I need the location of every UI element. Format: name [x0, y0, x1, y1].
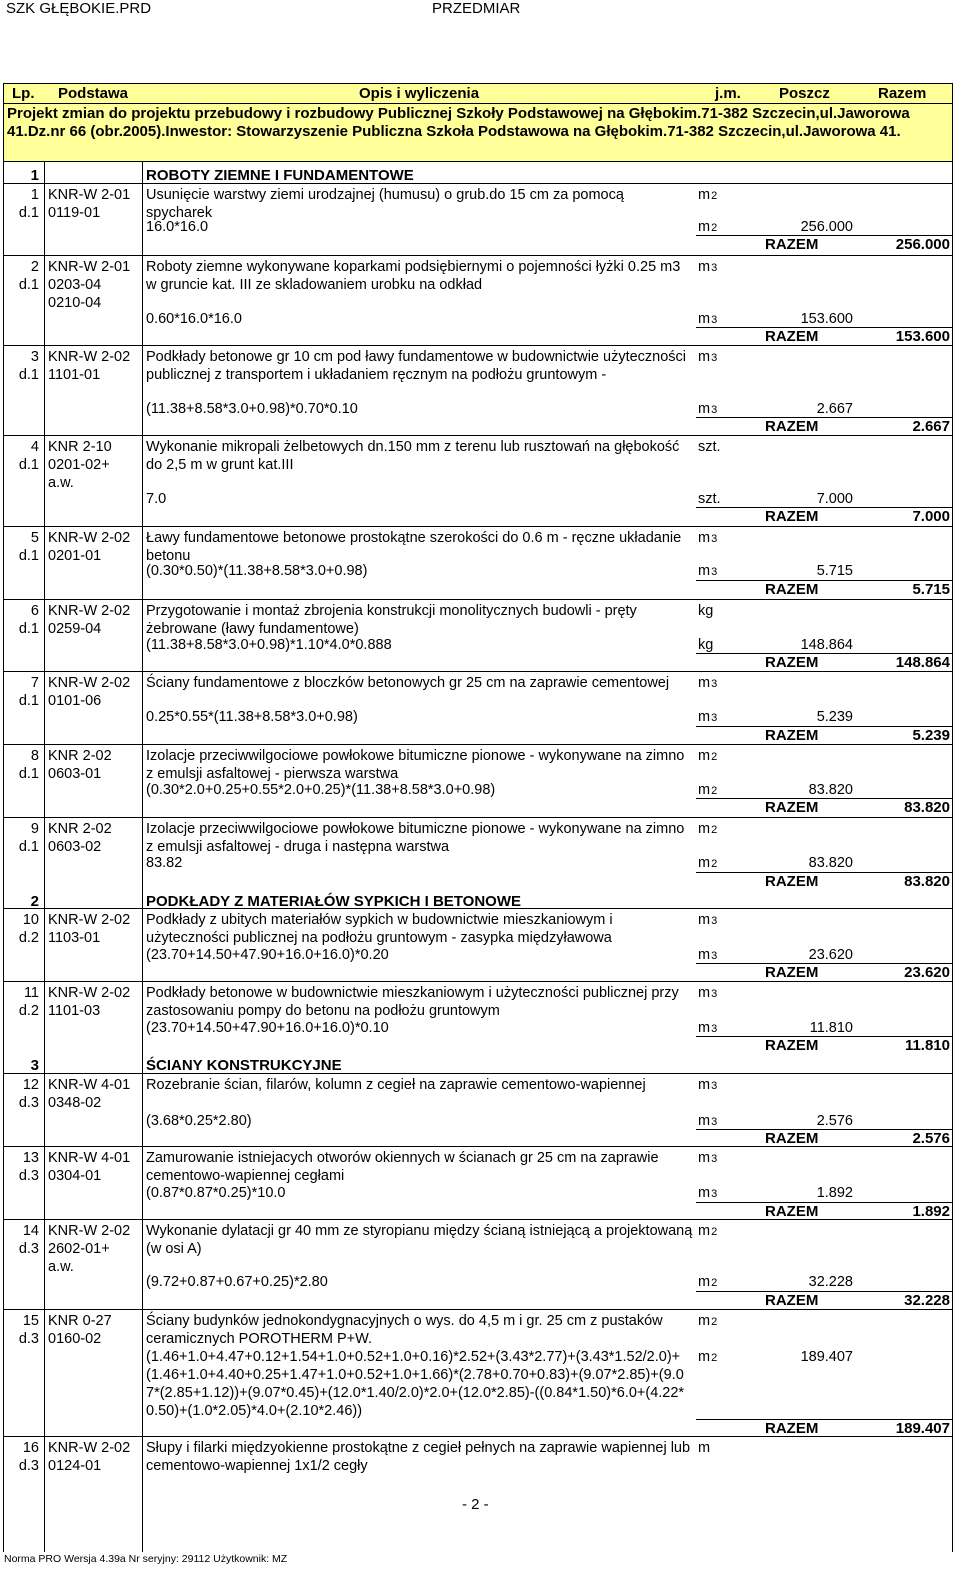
item-calculation: 0.25*0.55*(11.38+8.58*3.0+0.98)	[146, 709, 358, 725]
subtotal-value: 83.820	[904, 799, 950, 816]
item-number	[3, 984, 39, 1020]
item-unit	[698, 348, 717, 366]
section-title: ŚCIANY KONSTRUKCYJNE	[146, 1057, 342, 1074]
calculation-value: 189.407	[800, 1349, 853, 1365]
subtotal-value: 1.892	[912, 1203, 950, 1220]
basis-code-line: a.w.	[48, 475, 74, 491]
unit-text: m	[698, 1113, 711, 1129]
calculation-value: 148.864	[800, 637, 853, 653]
item-lp: 4	[30, 439, 39, 455]
unit-text: m	[698, 782, 711, 798]
subtotal-label: RAZEM	[765, 508, 819, 525]
unit-exponent: 3	[711, 404, 718, 416]
calculation-value: 7.000	[816, 491, 853, 507]
calculation-value: 23.620	[808, 947, 853, 963]
col-podstawa: Podstawa	[58, 85, 129, 102]
subtotal-value: 2.576	[912, 1130, 950, 1147]
calculation-value: 153.600	[800, 311, 853, 327]
unit-text: m	[698, 855, 711, 871]
item-section-ref: d.3	[18, 1458, 39, 1474]
item-calculation: (23.70+14.50+47.90+16.0+16.0)*0.10	[146, 1020, 389, 1036]
item-section-ref: d.2	[18, 930, 39, 946]
subtotal-value: 256.000	[895, 236, 950, 253]
basis-code-line: KNR-W 4-01	[48, 1150, 131, 1166]
unit-exponent: 3	[711, 712, 718, 724]
unit-exponent: 3	[711, 988, 718, 1000]
unit-text: m	[698, 1223, 711, 1239]
item-basis-code	[48, 1076, 143, 1112]
item-unit	[698, 747, 717, 765]
item-section-ref: d.3	[18, 1095, 39, 1111]
calculation-value: 2.576	[816, 1113, 853, 1129]
basis-code-line: 0603-01	[48, 766, 102, 782]
basis-code-line: 2602-01+	[48, 1241, 110, 1257]
item-basis-code	[48, 186, 143, 222]
subtotal-value: 189.407	[895, 1420, 950, 1437]
unit-text: m	[698, 947, 711, 963]
unit-exponent: 2	[711, 1352, 718, 1364]
item-basis-code	[48, 602, 143, 638]
item-unit	[698, 674, 717, 692]
basis-code-line: 0603-02	[48, 839, 102, 855]
basis-code-line: 0348-02	[48, 1095, 102, 1111]
unit-exponent: 3	[711, 352, 718, 364]
subtotal-label: RAZEM	[765, 964, 819, 981]
basis-code-line: KNR-W 4-01	[48, 1077, 131, 1093]
item-unit	[698, 911, 717, 929]
item-unit	[698, 529, 717, 547]
row-separator	[3, 981, 953, 982]
subtotal-label: RAZEM	[765, 1037, 819, 1054]
basis-code-line: KNR-W 2-02	[48, 1223, 131, 1239]
basis-code-line: KNR-W 2-02	[48, 349, 131, 365]
col-opis: Opis i wyliczenia	[359, 85, 480, 102]
item-unit	[698, 186, 717, 204]
item-lp: 1	[30, 187, 39, 203]
basis-code-line: KNR-W 2-01	[48, 259, 131, 275]
unit-text: kg	[698, 637, 714, 653]
unit-exponent: 2	[711, 1316, 718, 1328]
item-basis-code	[48, 674, 143, 710]
unit-exponent: 3	[711, 262, 718, 274]
row-separator	[3, 599, 953, 600]
row-separator	[3, 1436, 953, 1437]
subtotal-value: 32.228	[904, 1292, 950, 1309]
item-description: Podkłady betonowe w budownictwie mieszkaniowym i użyteczności publicznej przy zastosowaniu pompy do betonu na podłożu gruntowym	[146, 985, 679, 1019]
unit-exponent: 3	[711, 678, 718, 690]
row-separator	[3, 1146, 953, 1147]
item-calculation: (9.72+0.87+0.67+0.25)*2.80	[146, 1274, 328, 1290]
item-number	[3, 674, 39, 710]
item-lp: 13	[22, 1150, 39, 1166]
unit-exponent: 3	[711, 1153, 718, 1165]
item-section-ref: d.1	[18, 277, 39, 293]
item-unit	[698, 1222, 717, 1240]
item-lp: 10	[22, 912, 39, 928]
item-description: Roboty ziemne wykonywane koparkami podsiębiernymi o pojemności łyżki 0.25 m3 w gruncie kat. III ze skladowaniem urobku na odkład	[146, 259, 681, 293]
calculation-value: 11.810	[809, 1020, 853, 1036]
basis-code-line: 0101-06	[48, 693, 102, 709]
unit-text: m	[698, 821, 711, 837]
item-description: Wykonanie dylatacji gr 40 mm ze styropianu między ścianą istniejącą a projektowaną (w osi A)	[146, 1223, 693, 1257]
item-description: Rozebranie ścian, filarów, kolumn z cegieł na zaprawie cementowo-wapiennej	[146, 1077, 646, 1093]
subtotal-label: RAZEM	[765, 328, 819, 345]
item-description: Ściany fundamentowe z bloczków betonowych gr 25 cm na zaprawie cementowej	[146, 675, 670, 691]
item-basis-code	[48, 348, 143, 384]
unit-text: m	[698, 349, 711, 365]
unit-text: m	[698, 675, 711, 691]
unit-text: m	[698, 985, 711, 1001]
item-description: Zamurowanie istniejacych otworów okiennych w ścianach gr 25 cm na zaprawie cementowo-wapiennej cegłami	[146, 1150, 659, 1184]
unit-exponent: 3	[711, 314, 718, 326]
item-calculation: 0.60*16.0*16.0	[146, 311, 242, 327]
unit-exponent: 2	[711, 222, 718, 234]
subtotal-label: RAZEM	[765, 1292, 819, 1309]
item-basis-code	[48, 1439, 143, 1475]
basis-code-line: KNR-W 2-02	[48, 912, 131, 928]
unit-text: m	[698, 187, 711, 203]
item-lp: 9	[30, 821, 39, 837]
estimate-sheet	[3, 83, 953, 1474]
basis-code-line: a.w.	[48, 1259, 74, 1275]
subtotal-value: 83.820	[904, 873, 950, 890]
item-unit	[698, 438, 721, 456]
item-description: Wykonanie mikropali żelbetowych dn.150 mm z terenu lub rusztowań na głębokość do 2,5 m w grunt kat.III	[146, 439, 680, 473]
footer-info: Norma PRO Wersja 4.39a Nr seryjny: 29112 Użytkownik: MZ	[4, 1553, 288, 1565]
calculation-unit	[698, 1019, 717, 1037]
unit-text: m	[698, 563, 711, 579]
section-title: PODKŁADY Z MATERIAŁÓW SYPKICH I BETONOWE	[146, 893, 522, 910]
basis-code-line: KNR-W 2-02	[48, 1440, 131, 1456]
calculation-value: 256.000	[800, 219, 853, 235]
item-section-ref: d.1	[18, 693, 39, 709]
section-title: ROBOTY ZIEMNE I FUNDAMENTOWE	[146, 167, 414, 184]
item-section-ref: d.1	[18, 839, 39, 855]
item-number	[3, 348, 39, 384]
subtotal-value: 5.715	[912, 581, 950, 598]
item-calculation: 83.82	[146, 855, 183, 871]
item-description: Podkłady betonowe gr 10 cm pod ławy fundamentowe w budownictwie użyteczności publicznej z transportem i układaniem ręcznym na podłożu gruntowym -	[146, 349, 687, 383]
unit-text: m	[698, 709, 711, 725]
item-lp: 7	[30, 675, 39, 691]
calculation-unit	[698, 1112, 717, 1130]
unit-exponent: 2	[711, 1226, 718, 1238]
item-basis-code	[48, 984, 143, 1020]
item-calculation: (23.70+14.50+47.90+16.0+16.0)*0.20	[146, 947, 389, 963]
item-calculation: (1.46+1.0+4.47+0.12+1.54+1.0+0.52+1.0+0.16)*2.52+(3.43*2.77)+(3.43*1.52/2.0)+(1.46+1.0+4.40+0.25+1.47+1.0+0.52+1.0+1.66)*(2.78+0.70+0.83)+(9.07*2.85)+(9.07*(2.85+1.12))+(9.07*0.45)+(12.0*1.40/2.0)*2.0+(12.0*2.85)-((0.84*1.50)*6.0+(4.22*0.50)+(1.0*2.05)*4.0+(2.10*2.46))	[146, 1349, 685, 1419]
calculation-unit	[698, 636, 713, 654]
item-basis-code	[48, 258, 143, 312]
item-basis-code	[48, 747, 143, 783]
unit-exponent: 2	[711, 785, 718, 797]
row-separator	[3, 1073, 953, 1074]
unit-exponent: 2	[711, 190, 718, 202]
item-section-ref: d.1	[18, 367, 39, 383]
item-number	[3, 820, 39, 856]
section-number: 2	[30, 893, 39, 910]
unit-text: m	[698, 259, 711, 275]
item-basis-code	[48, 1222, 143, 1276]
file-name: SZK GŁĘBOKIE.PRD	[6, 0, 152, 17]
unit-text: m	[698, 748, 711, 764]
calculation-unit	[698, 400, 717, 418]
calculation-value: 5.715	[816, 563, 853, 579]
unit-text: m	[698, 1349, 711, 1365]
item-basis-code	[48, 438, 143, 492]
item-unit	[698, 820, 717, 838]
item-lp: 14	[22, 1223, 39, 1239]
unit-text: m	[698, 1185, 711, 1201]
item-number	[3, 911, 39, 947]
row-separator	[3, 1309, 953, 1310]
item-number	[3, 529, 39, 565]
basis-code-line: KNR 2-10	[48, 439, 112, 455]
item-number	[3, 438, 39, 474]
calculation-unit	[698, 708, 717, 726]
unit-exponent: 3	[711, 950, 718, 962]
item-description: Izolacje przeciwwilgociowe powłokowe bitumiczne pionowe - wykonywane na zimno z emulsji asfaltowej - pierwsza warstwa	[146, 748, 685, 782]
item-description: Ściany budynków jednokondygnacyjnych o wys. do 4,5 m i gr. 25 cm z pustaków ceramicznych POROTHERM P+W.	[146, 1313, 663, 1347]
item-description: Usunięcie warstwy ziemi urodzajnej (humusu) o grub.do 15 cm za pomocą spycharek	[146, 187, 624, 221]
row-separator	[3, 183, 953, 184]
row-separator	[3, 744, 953, 745]
calculation-unit	[698, 1348, 717, 1366]
unit-exponent: 2	[711, 1277, 718, 1289]
item-description: Przygotowanie i montaż zbrojenia konstrukcji monolitycznych budowli - pręty żebrowane (ławy fundamentowe)	[146, 603, 637, 637]
subtotal-label: RAZEM	[765, 1420, 819, 1437]
document-title: PRZEDMIAR	[432, 0, 521, 17]
calculation-value: 2.667	[816, 401, 853, 417]
calculation-unit	[698, 854, 717, 872]
basis-code-line: KNR 0-27	[48, 1313, 112, 1329]
item-calculation: (0.30*0.50)*(11.38+8.58*3.0+0.98)	[146, 563, 368, 579]
calculation-unit	[698, 946, 717, 964]
unit-exponent: 2	[711, 858, 718, 870]
basis-code-line: KNR-W 2-02	[48, 675, 131, 691]
item-basis-code	[48, 1312, 143, 1348]
item-unit	[698, 1076, 717, 1094]
item-basis-code	[48, 1149, 143, 1185]
calculation-unit	[698, 562, 717, 580]
subtotal-label: RAZEM	[765, 418, 819, 435]
item-description: Podkłady z ubitych materiałów sypkich w budownictwie mieszkaniowym i użyteczności publicznej na podłożu gruntowym - zasypka międzyławowa	[146, 912, 613, 946]
unit-text: m	[698, 912, 711, 928]
item-number	[3, 258, 39, 294]
item-lp: 6	[30, 603, 39, 619]
unit-text: m	[698, 1440, 711, 1456]
item-lp: 2	[30, 259, 39, 275]
basis-code-line: 1101-03	[48, 1003, 101, 1019]
calculation-value: 83.820	[808, 855, 853, 871]
item-calculation: (0.30*2.0+0.25+0.55*2.0+0.25)*(11.38+8.58*3.0+0.98)	[146, 782, 496, 798]
calculation-unit	[698, 781, 717, 799]
unit-exponent: 3	[711, 1116, 718, 1128]
item-calculation: (0.87*0.87*0.25)*10.0	[146, 1185, 286, 1201]
unit-text: kg	[698, 603, 714, 619]
subtotal-value: 23.620	[904, 964, 950, 981]
basis-code-line: KNR-W 2-02	[48, 530, 131, 546]
unit-text: m	[698, 401, 711, 417]
calculation-value: 83.820	[808, 782, 853, 798]
col-jm: j.m.	[715, 85, 741, 102]
item-number	[3, 1312, 39, 1348]
basis-code-line: 0210-04	[48, 295, 102, 311]
item-lp: 15	[22, 1313, 39, 1329]
unit-text: m	[698, 1274, 711, 1290]
item-section-ref: d.1	[18, 766, 39, 782]
unit-text: m	[698, 1313, 711, 1329]
item-unit	[698, 984, 717, 1002]
calculation-value: 32.228	[808, 1274, 853, 1290]
subtotal-label: RAZEM	[765, 799, 819, 816]
row-separator	[3, 908, 953, 909]
unit-text: m	[698, 311, 711, 327]
unit-exponent: 3	[711, 533, 718, 545]
item-section-ref: d.1	[18, 548, 39, 564]
subtotal-value: 7.000	[912, 508, 950, 525]
unit-exponent: 3	[711, 915, 718, 927]
calculation-value: 5.239	[816, 709, 853, 725]
item-calculation: (11.38+8.58*3.0+0.98)*1.10*4.0*0.888	[146, 637, 392, 653]
item-section-ref: d.3	[18, 1331, 39, 1347]
item-number	[3, 186, 39, 222]
column-header-row	[3, 83, 953, 104]
unit-text: m	[698, 1020, 711, 1036]
item-section-ref: d.3	[18, 1168, 39, 1184]
page-number: - 2 -	[462, 1496, 489, 1513]
item-number	[3, 1222, 39, 1258]
subtotal-label: RAZEM	[765, 236, 819, 253]
unit-exponent: 3	[711, 1188, 718, 1200]
subtotal-label: RAZEM	[765, 1203, 819, 1220]
basis-code-line: KNR 2-02	[48, 821, 112, 837]
col-razem: Razem	[878, 85, 927, 102]
item-description: Ławy fundamentowe betonowe prostokątne szerokości do 0.6 m - ręczne układanie betonu	[146, 530, 682, 564]
item-calculation: (3.68*0.25*2.80)	[146, 1113, 252, 1129]
item-unit	[698, 1439, 710, 1457]
item-unit	[698, 1149, 717, 1167]
item-number	[3, 602, 39, 638]
project-description: Projekt zmian do projektu przebudowy i rozbudowy Publicznej Szkoły Podstawowej na Głębokim.71-382 Szczecin,ul.Jaworowa 41.Dz.nr 66 (obr.2005).Inwestor: Stowarzyszenie Publiczna Szkoła Podstawowa na Głębokim.71-382 Szczecin,ul.Jaworowa 41.	[3, 104, 953, 162]
item-lp: 16	[22, 1440, 39, 1456]
basis-code-line: 1103-01	[48, 930, 101, 946]
basis-code-line: 0304-01	[48, 1168, 102, 1184]
col-poszcz: Poszcz	[779, 85, 830, 102]
unit-text: szt.	[698, 439, 721, 455]
unit-exponent: 3	[711, 1023, 718, 1035]
item-basis-code	[48, 820, 143, 856]
item-lp: 8	[30, 748, 39, 764]
calculation-unit	[698, 490, 721, 508]
item-unit	[698, 602, 713, 620]
basis-code-line: 0203-04	[48, 277, 102, 293]
unit-text: szt.	[698, 491, 721, 507]
subtotal-label: RAZEM	[765, 1130, 819, 1147]
unit-exponent: 3	[711, 1080, 718, 1092]
subtotal-label: RAZEM	[765, 581, 819, 598]
calculation-unit	[698, 310, 717, 328]
subtotal-value: 153.600	[895, 328, 950, 345]
item-lp: 12	[22, 1077, 39, 1093]
basis-code-line: 0259-04	[48, 621, 102, 637]
item-lp: 3	[30, 349, 39, 365]
item-number	[3, 1439, 39, 1475]
unit-text: m	[698, 1077, 711, 1093]
unit-text: m	[698, 219, 711, 235]
subtotal-value: 2.667	[912, 418, 950, 435]
basis-code-line: 0124-01	[48, 1458, 102, 1474]
calculation-unit	[698, 1184, 717, 1202]
basis-code-line: 0201-02+	[48, 457, 110, 473]
item-calculation: 16.0*16.0	[146, 219, 209, 235]
basis-code-line: KNR 2-02	[48, 748, 112, 764]
basis-code-line: 0119-01	[48, 205, 101, 221]
item-unit	[698, 1312, 717, 1330]
row-separator	[3, 526, 953, 527]
item-lp: 5	[30, 530, 39, 546]
calculation-unit	[698, 218, 717, 236]
item-section-ref: d.3	[18, 1241, 39, 1257]
unit-exponent: 3	[711, 566, 718, 578]
subtotal-value: 148.864	[895, 654, 950, 671]
section-number: 3	[30, 1057, 39, 1074]
item-basis-code	[48, 911, 143, 947]
basis-code-line: 1101-01	[48, 367, 101, 383]
row-separator	[3, 345, 953, 346]
item-calculation: (11.38+8.58*3.0+0.98)*0.70*0.10	[146, 401, 358, 417]
item-section-ref: d.1	[18, 205, 39, 221]
subtotal-label: RAZEM	[765, 873, 819, 890]
item-calculation: 7.0	[146, 491, 167, 507]
item-number	[3, 747, 39, 783]
basis-code-line: KNR-W 2-02	[48, 985, 131, 1001]
unit-text: m	[698, 530, 711, 546]
item-description: Izolacje przeciwwilgociowe powłokowe bitumiczne pionowe - wykonywane na zimno z emulsji asfaltowej - druga i następna warstwa	[146, 821, 685, 855]
row-separator	[3, 671, 953, 672]
row-separator	[3, 255, 953, 256]
unit-exponent: 2	[711, 824, 718, 836]
row-separator	[3, 435, 953, 436]
basis-code-line: KNR-W 2-02	[48, 603, 131, 619]
item-number	[3, 1076, 39, 1112]
subtotal-value: 5.239	[912, 727, 950, 744]
item-section-ref: d.2	[18, 1003, 39, 1019]
item-description: Słupy i filarki międzyokienne prostokątne z cegieł pełnych na zaprawie wapiennej lub cementowo-wapiennej 1x1/2 cegły	[146, 1440, 691, 1474]
item-section-ref: d.1	[18, 457, 39, 473]
subtotal-label: RAZEM	[765, 727, 819, 744]
basis-code-line: 0201-01	[48, 548, 102, 564]
calculation-value: 1.892	[816, 1185, 853, 1201]
item-lp: 11	[23, 985, 39, 1001]
subtotal-value: 11.810	[904, 1037, 950, 1054]
item-basis-code	[48, 529, 143, 565]
unit-text: m	[698, 1150, 711, 1166]
item-number	[3, 1149, 39, 1185]
unit-exponent: 2	[711, 751, 718, 763]
section-number: 1	[30, 167, 39, 184]
row-separator	[3, 1219, 953, 1220]
basis-code-line: KNR-W 2-01	[48, 187, 131, 203]
calculation-unit	[698, 1273, 717, 1291]
item-section-ref: d.1	[18, 621, 39, 637]
subtotal-label: RAZEM	[765, 654, 819, 671]
basis-code-line: 0160-02	[48, 1331, 102, 1347]
col-lp: Lp.	[12, 85, 35, 102]
row-separator	[3, 817, 953, 818]
item-unit	[698, 258, 717, 276]
